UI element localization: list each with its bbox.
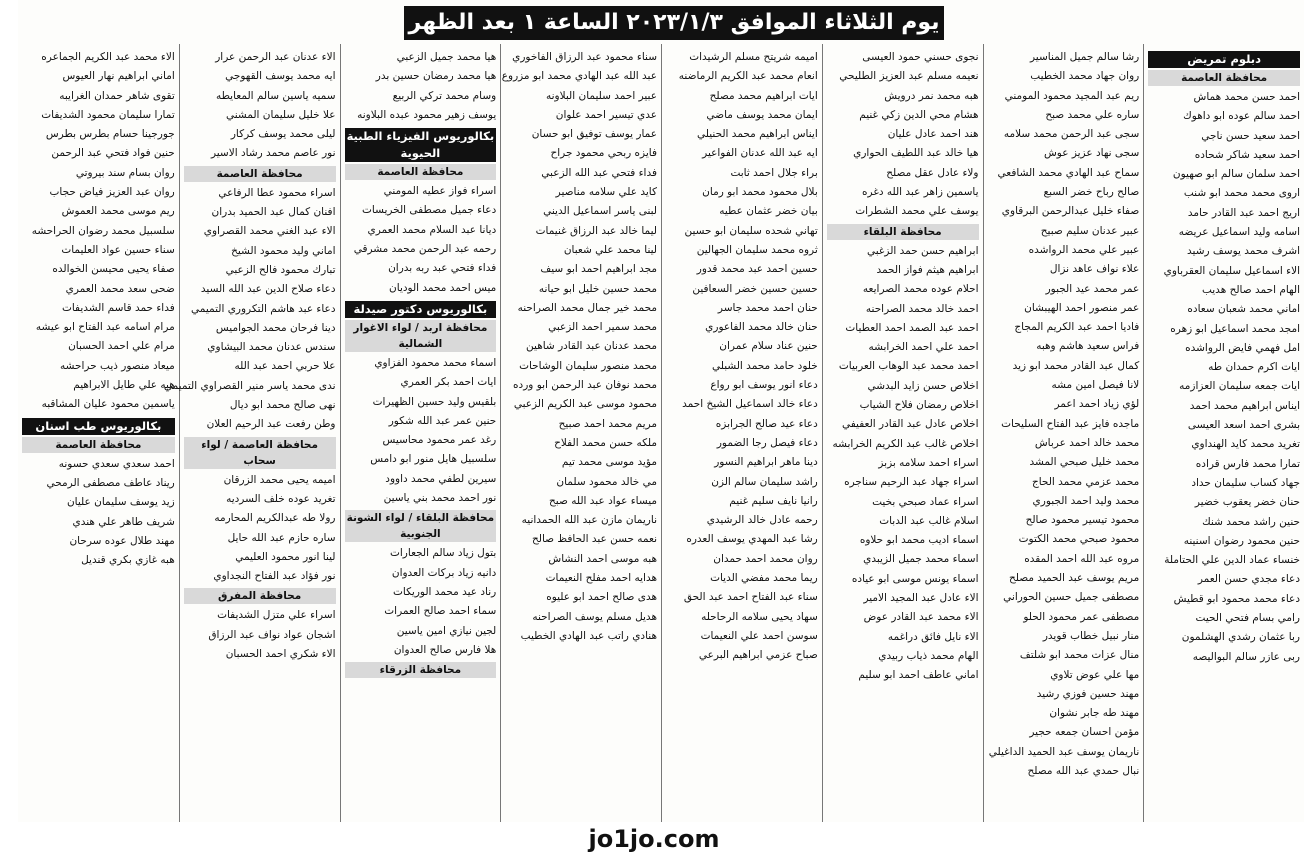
name-entry: اخلاص غالب عبد الكريم الخرابشه — [832, 437, 979, 450]
name-entry: الهام احمد صالح هديب — [1201, 283, 1300, 296]
name-entry: عبد الله عبد الهادي محمد ابو مزروع — [501, 70, 657, 83]
name-entry: هنادي راتب عبد الهادي الخطيب — [520, 629, 657, 642]
name-entry: اسماء يونس موسى ابو عياده — [851, 572, 979, 585]
region-subheading: محافظة العاصمة — [22, 437, 175, 453]
name-entry: رانيا نايف سليم غنيم — [729, 494, 818, 507]
name-entry: الاء نايل فائق دراغمه — [887, 630, 979, 643]
name-entry: صالح رباح خضر السبع — [1043, 186, 1140, 199]
name-entry: دعاء عبد هاشم التكروري التميمي — [191, 302, 336, 315]
name-entry: فاديا احمد عبد الكريم المجاج — [1014, 321, 1140, 334]
name-entry: سيرين لطفي محمد داوود — [385, 472, 497, 485]
name-entry: منال عزات محمد ابو شلتف — [1019, 649, 1140, 662]
name-entry: لانا فيصل امين مشه — [1051, 379, 1140, 392]
name-entry: احمد سعيد شاكر شحاده — [1194, 148, 1300, 161]
name-entry: اماني عاطف احمد ابو سليم — [858, 669, 979, 682]
name-entry: رحمه عادل خالد الرشيدي — [706, 514, 818, 527]
name-entry: ريم موسى محمد العموش — [61, 205, 175, 218]
name-entry: امجد محمد اسماعيل ابو زهره — [1170, 322, 1300, 335]
name-entry: روان عبد العزيز فياض حجاب — [49, 186, 175, 199]
name-entry: احمد سعيد حسن ناجي — [1201, 129, 1300, 142]
name-entry: سهاد يحيى سلامه الرحاحله — [701, 610, 818, 623]
name-entry: سناء عبد الفتاح احمد عبد الحق — [683, 591, 818, 604]
name-entry: انعام محمد عبد الكريم الرماضنه — [678, 70, 818, 83]
name-entry: ندى محمد ياسر منير القصراوي التميمي — [163, 379, 336, 392]
name-entry: اسراء احمد سلامه بزبز — [878, 456, 979, 469]
name-entry: نعيمه مسلم عبد العزيز الطليحي — [839, 70, 979, 83]
name-entry: سلسبيل هايل منور ابو دامس — [370, 453, 497, 466]
name-entry: احمد عبد الصمد احمد العطيات — [845, 321, 979, 334]
name-entry: حنان احمد محمد جاسر — [717, 301, 818, 314]
name-entry: هدايه احمد مفلح النعيمات — [545, 572, 657, 585]
name-entry: علا حربي احمد عبد الله — [234, 360, 336, 373]
name-entry: بلال محمود محمد ابو رمان — [702, 186, 818, 199]
region-subheading: محافظة العاصمة — [345, 164, 497, 180]
name-entry: رحمه عبد الرحمن محمد مشرقي — [353, 243, 497, 256]
name-entry: هدى صالح احمد ابو عليوه — [546, 591, 657, 604]
region-subheading: محافظة العاصمة / لواء سحاب — [184, 437, 336, 469]
names-column-4 — [661, 44, 822, 822]
name-entry: حنين راشد محمد شنك — [1202, 515, 1300, 528]
name-entry: ايه عبد الله عدنان الفواعير — [702, 147, 818, 160]
name-entry: الاء عبد الغني محمد القصراوي — [203, 225, 336, 238]
name-entry: مريم يوسف عبد الحميد مصلح — [1008, 572, 1140, 585]
name-entry: ناريمان يوسف عبد الحميد الداغيلي — [988, 745, 1140, 758]
region-subheading: محافظة العاصمة — [184, 166, 336, 182]
name-entry: دعاء انور يوسف ابو رواع — [710, 379, 818, 392]
name-entry: محمد وليد احمد الجبوري — [1032, 494, 1140, 507]
name-entry: سناء محمود عبد الرزاق الفاخوري — [512, 51, 657, 63]
name-entry: ابراهيم هيثم فواز الحمد — [876, 263, 979, 276]
section-heading: بكالوريوس طب اسنان — [22, 418, 175, 435]
name-entry: سماء احمد صالح العمرات — [384, 605, 497, 618]
name-entry: تغريد محمد كايد الهنداوي — [1191, 438, 1300, 451]
name-entry: هشام محي الدين زكي غنيم — [859, 108, 979, 121]
region-subheading: محافظة الزرقاء — [345, 662, 497, 678]
name-entry: محمد عدنان عبد القادر شاهين — [526, 340, 657, 353]
name-entry: ايات اكرم حمدان طه — [1208, 361, 1300, 374]
names-column-2 — [983, 44, 1144, 822]
name-entry: دعاء جميل مصطفى الخريسات — [362, 204, 497, 217]
name-entry: حنين فواد فتحي عبد الرحمن — [51, 147, 175, 160]
name-entry: عمار يوسف توفيق ابو حسان — [531, 128, 657, 141]
name-entry: حنين عمر عبد الله شكور — [388, 414, 497, 427]
name-entry: دعاء فيصل رجا الضمور — [716, 436, 818, 449]
name-entry: حسين احمد عبد محمد قدور — [696, 263, 818, 276]
region-subheading: محافظة المفرق — [184, 588, 336, 604]
name-entry: اخلاص حسن زايد البدشي — [867, 379, 979, 392]
name-entry: خنساء عماد الدين علي الحتاملة — [1164, 554, 1300, 567]
region-subheading: محافظة البلقاء / لواء الشونة الجنوبية — [345, 510, 497, 542]
names-column-8 — [18, 44, 179, 822]
name-entry: ريناد عاطف مصطفى الرمحي — [46, 476, 175, 489]
name-entry: فداء فتحي عبد الله الزعبي — [541, 166, 657, 179]
names-column-3 — [822, 44, 983, 822]
name-entry: مها علي عوض تلاوي — [1050, 668, 1140, 681]
name-entry: نور عاصم محمد رشاد الاسير — [210, 147, 336, 160]
name-entry: محمد خير جمال محمد الصراحنه — [517, 301, 657, 314]
name-entry: احمد سالم عوده ابو داهوك — [1183, 110, 1300, 123]
name-entry: محمود تيسير محمود صالح — [1025, 514, 1140, 527]
name-entry: مروه عبد الله احمد المقده — [1024, 552, 1140, 565]
section-heading: بكالوريوس دكتور صيدلة — [345, 301, 497, 318]
region-subheading: محافظة البلقاء — [827, 224, 979, 240]
name-entry: اسراء علي متزل الشديفات — [217, 609, 336, 622]
name-entry: ايات ابراهيم محمد مصلح — [709, 89, 818, 102]
names-column-1 — [1143, 44, 1304, 822]
name-entry: حسين حسين خضر السعافين — [692, 282, 818, 295]
name-entry: محمود صبحي محمد الكتوت — [1018, 533, 1140, 546]
name-entry: الاء محمد عبد الكريم الجماعره — [41, 51, 175, 63]
name-entry: مهند طلال عوده سرحان — [69, 534, 175, 547]
names-column-6 — [340, 44, 501, 822]
name-entry: هلا فارس صالح العدوان — [393, 643, 497, 656]
name-entry: ضحى سعد محمد العمري — [65, 282, 175, 295]
name-entry: لينا محمد علي شعبان — [563, 243, 657, 256]
name-entry: رناد عيد محمد الوريكات — [393, 585, 497, 598]
name-entry: محمود موسى عبد الكريم الزعبي — [513, 398, 657, 411]
name-entry: وسام محمد تركي الربيع — [392, 89, 497, 102]
name-entry: محمد نوفان عبد الرحمن ابو ورده — [513, 379, 657, 392]
name-entry: محمد حسين خليل ابو حيانه — [538, 282, 657, 295]
name-entry: اشجان عواد نواف عبد الرزاق — [208, 628, 336, 641]
name-entry: اميمه شريتح مسلم الرشيدات — [689, 51, 818, 63]
newspaper-page — [18, 0, 1304, 822]
name-entry: روان محمد احمد حمدان — [713, 552, 818, 565]
name-entry: اسماء محمد جميل الزيبدي — [863, 553, 979, 566]
name-entry: محمد سمير احمد الزعبي — [548, 321, 657, 334]
name-entry: ايات احمد بكر العمري — [400, 376, 497, 389]
names-column-7 — [163, 44, 340, 822]
name-entry: علاء نواف عاهد نزال — [1049, 263, 1140, 276]
name-entry: حنين محمود رضوان اسنينه — [1183, 534, 1300, 547]
name-entry: روان بسام سند بيروتي — [75, 166, 175, 179]
name-entry: مؤمن احسان جمعه حجير — [1029, 726, 1140, 739]
name-entry: هيا محمد رمضان حسين بدر — [375, 70, 497, 83]
name-entry: فداء حمد قاسم الشديفات — [61, 301, 175, 314]
name-entry: ايناس ابراهيم محمد الحنيلي — [697, 128, 818, 141]
name-entry: دينا فرحان محمد الجواميس — [215, 321, 336, 334]
name-entry: افنان كمال عبد الحميد بدران — [211, 206, 336, 219]
name-entry: عدي تيسير احمد علوان — [555, 108, 657, 121]
name-entry: دعاء مجدي حسن العمر — [1197, 573, 1300, 586]
name-entry: ربى عازر سالم البواليصه — [1192, 650, 1300, 663]
name-entry: لجين نيازي امين ياسين — [396, 624, 497, 637]
name-entry: اسلام غالب عبد الدبات — [879, 514, 979, 527]
name-entry: دعاء عيد صالح الجرابزه — [715, 417, 818, 430]
name-entry: ميس احمد محمد الوديان — [389, 281, 497, 294]
name-entry: كمال عبد القادر محمد ابو زيد — [1012, 359, 1140, 372]
name-entry: علا خليل سليمان المشني — [225, 108, 336, 121]
name-entry: ماجده فايز عبد الفتاح السليحات — [1001, 417, 1140, 430]
name-entry: ابراهيم حسن حمد الزغبي — [866, 244, 979, 257]
name-entry: الاء عدنان عبد الرحمن عرار — [215, 51, 336, 63]
name-entry: مي خالد محمود سلمان — [556, 475, 657, 488]
name-entry: الاء محمد عبد القادر عوض — [863, 611, 979, 624]
name-entry: عبير احمد سليمان البلاونه — [546, 89, 657, 102]
name-entry: اسراء جهاد عبد الرحيم سناجره — [844, 476, 979, 489]
name-entry: صفاء يحيى محيسن الخوالده — [52, 263, 175, 276]
name-entry: اماني ابراهيم نهار العيوس — [62, 70, 175, 83]
name-entry: اماني وليد محمود الشيخ — [231, 244, 336, 257]
name-entry: اسامه وليد اسماعيل عريضه — [1178, 226, 1300, 239]
name-entry: تمارا سليمان محمود الشديفات — [41, 108, 175, 121]
name-entry: امل فهمي فايض الرواشده — [1185, 341, 1300, 354]
name-entry: تقوى شاهر حمدان الغرايبه — [59, 89, 175, 102]
name-entry: عبير عدنان سليم صبيح — [1040, 224, 1140, 237]
name-entry: سندس عدنان محمد البيشاوي — [207, 341, 336, 354]
name-entry: رشا سالم جميل المناسير — [1029, 51, 1140, 63]
name-entry: الاء اسماعيل سليمان العقرباوي — [1163, 264, 1300, 277]
name-entry: هديل مسلم يوسف الصراحنه — [532, 610, 657, 623]
section-heading: بكالوريوس الفيزياء الطبية الحيوية — [345, 128, 497, 162]
name-entry: مريم محمد احمد صبيح — [558, 417, 657, 430]
name-entry: ديانا عبد السلام محمد العمري — [367, 223, 497, 236]
name-entry: دانيه زياد بركات العدوان — [391, 566, 497, 579]
name-entry: محمد خليل صبحي المشد — [1029, 456, 1140, 469]
name-entry: صفاء خليل عبدالرحمن البرقاوي — [1001, 205, 1140, 218]
name-entry: ساره علي محمد صبح — [1045, 108, 1140, 121]
name-entry: محمد خالد احمد عرباش — [1034, 436, 1140, 449]
name-entry: هبه غازي بكري قنديل — [81, 554, 175, 567]
name-entry: براء جلال احمد ثابت — [730, 166, 818, 179]
name-entry: احلام عوده محمد الصرايعه — [862, 283, 979, 296]
name-entry: راشد سليمان سالم الزن — [711, 475, 818, 488]
region-subheading: محافظة العاصمة — [1148, 70, 1300, 86]
name-entry: اميمه يحيى محمد الزرقان — [223, 473, 336, 486]
name-entry: ليما خالد عبد الرزاق غنيمات — [535, 224, 657, 237]
name-entry: ليلى محمد يوسف كركار — [230, 128, 336, 141]
name-entry: ربا عثمان رشدي الهشلمون — [1181, 631, 1300, 644]
name-entry: عمر منصور احمد الهيبشان — [1024, 301, 1140, 314]
name-entry: عبير علي محمد الرواشده — [1028, 243, 1140, 256]
name-entry: سوسن احمد علي النعيمات — [700, 629, 818, 642]
name-entry: اماني محمد شعبان سعاده — [1187, 303, 1300, 316]
name-entry: ميساء عواد عبد الله صبح — [549, 494, 657, 507]
name-entry: محمد عزمي محمد الحاج — [1031, 475, 1140, 488]
name-entry: مهند طه جابر نشوان — [1049, 707, 1140, 720]
name-entry: شريف طاهر علي هندي — [72, 515, 175, 528]
name-entry: نعمه حسن عبد الحافظ صالح — [531, 533, 657, 546]
name-entry: ايه محمد يوسف القهوجي — [225, 70, 336, 83]
name-entry: جهاد كساب سليمان حداد — [1191, 476, 1300, 489]
name-entry: ايناس ابراهيم محمد احمد — [1189, 399, 1300, 412]
name-entry: روان جهاد محمد الخطيب — [1030, 70, 1140, 83]
date-banner: يوم الثلاثاء الموافق ٢٠٢٣/١/٣ الساعة ١ بعد الظهر — [404, 6, 944, 40]
name-entry: هيا خالد عبد اللطيف الحواري — [853, 147, 979, 160]
name-entry: ريما محمد مفضي الديات — [710, 572, 818, 585]
name-entry: مصطفى عمر محمود الحلو — [1023, 610, 1140, 623]
name-entry: نبال حمدي عبد الله مصلح — [1027, 764, 1140, 777]
name-entry: ياسمين زاهر عبد الله دغره — [862, 186, 979, 199]
name-entry: ملكه حسن محمد الفلاح — [554, 436, 657, 449]
name-entry: حنين عناد سلام عمران — [719, 340, 818, 353]
name-entry: دينا ماهر ابراهيم النسور — [714, 456, 818, 469]
name-entry: خلود حامد محمد الشبلي — [711, 359, 818, 372]
name-entry: اسراء محمود عطا الرفاعي — [218, 186, 336, 199]
name-entry: هيا محمد جميل الزعبي — [396, 51, 497, 63]
name-entry: رغد عمر محمود محاسيس — [382, 434, 497, 447]
name-entry: دعاء صلاح الدين عبد الله السيد — [200, 283, 336, 296]
name-entry: مؤيد موسى محمد تيم — [561, 456, 657, 469]
name-entry: مهند حسين فوزي رشيد — [1036, 687, 1140, 700]
name-entry: مرام اسامه عبد الفتاح ابو عيشه — [35, 321, 175, 334]
name-entry: ايمان محمد يوسف ماضي — [706, 108, 818, 121]
name-entry: فايزه ربحي محمود جراح — [550, 147, 657, 160]
name-entry: تهاني شحده سليمان ابو حسين — [684, 224, 818, 237]
names-column-5 — [500, 44, 661, 822]
name-entry: هبه موسى احمد النشاش — [548, 552, 657, 565]
name-entry: بتول زياد سالم الجعارات — [390, 547, 497, 560]
name-entry: الهام محمد ذياب ربيدي — [878, 649, 979, 662]
name-entry: ساره حازم عبد الله حايل — [227, 531, 336, 544]
region-subheading: محافظة اربد / لواء الاغوار الشمالية — [345, 320, 497, 352]
name-entry: ياسمين محمود عليان المشاقبه — [41, 398, 175, 411]
name-entry: احمد سلمان سالم ابو صهيون — [1172, 168, 1300, 181]
name-entry: اسماء محمد محمود الفزاوي — [374, 356, 497, 369]
name-entry: عمر محمد عيد الجبور — [1045, 282, 1140, 295]
name-entry: ناريمان مازن عبد الله الحمدانيه — [521, 514, 657, 527]
name-entry: هبه محمد نمر درويش — [884, 89, 979, 102]
name-entry: نور احمد محمد بني ياسين — [383, 492, 497, 505]
names-columns — [18, 44, 1304, 822]
name-entry: الاء شكري احمد الحسبان — [225, 648, 336, 661]
name-entry: تمارا محمد فارس قراده — [1195, 457, 1300, 470]
name-entry: تغريد عوده خلف السرديه — [226, 492, 336, 505]
name-entry: دعاء خالد اسماعيل الشيخ احمد — [682, 398, 818, 411]
name-entry: اخلاص رمضان فلاح الشياب — [859, 399, 979, 412]
name-entry: يوسف علي محمد الشطرات — [855, 205, 979, 218]
name-entry: اسماء اديب محمد ابو حلاوه — [859, 534, 979, 547]
section-heading: دبلوم تمريض — [1148, 51, 1300, 68]
name-entry: مجد ابراهيم احمد ابو سيف — [540, 263, 657, 276]
name-entry: كايد علي سلامه مناصير — [555, 186, 657, 199]
name-entry: تبارك محمود فالح الزعبي — [225, 263, 336, 276]
name-entry: احمد سعدي سعدي حسونه — [58, 457, 175, 470]
name-entry: رشا عبد المهدي يوسف العدره — [686, 533, 818, 546]
name-entry: اريج احمد عبد القادر حامد — [1187, 206, 1300, 219]
name-entry: ريم عبد المجيد محمود المومني — [1004, 89, 1140, 102]
name-entry: حنان خضر يعقوب خضير — [1194, 496, 1300, 509]
name-entry: وطن رفعت عبد الرحيم العلان — [206, 418, 336, 431]
name-entry: مصطفى جميل حسين الحوراني — [1003, 591, 1140, 604]
name-entry: سماح عبد الهادي محمد الشافعي — [997, 166, 1140, 179]
name-entry: اشرف محمد يوسف رشيد — [1187, 245, 1300, 258]
name-entry: زيد يوسف سليمان عليان — [66, 496, 175, 509]
name-entry: بلقيس وليد حسين الظهيرات — [372, 395, 497, 408]
name-entry: سجى نهاد عزيز عوش — [1043, 147, 1140, 160]
name-entry: اسراء عماد صبحي بخيت — [872, 495, 979, 508]
name-entry: حنان خالد محمد الفاعوري — [705, 321, 818, 334]
name-entry: نهى صالح محمد ابو ديال — [229, 399, 336, 412]
name-entry: احمد خالد محمد الصراحنه — [865, 302, 979, 315]
name-entry: دعاء محمد محمود ابو قطيش — [1173, 592, 1300, 605]
name-entry: احمد حسن محمد هماش — [1193, 91, 1300, 103]
name-entry: رولا طه عبدالكريم المحارمه — [214, 512, 336, 525]
name-entry: الاء عادل عبد المجيد الامير — [863, 592, 979, 605]
name-entry: اخلاص عادل عبد القادر العفيفي — [841, 418, 979, 431]
name-entry: سناء حسين عواد العليمات — [61, 243, 175, 256]
site-watermark: jo1jo.com — [588, 825, 720, 853]
name-entry: نور فؤاد عبد الفتاح النجداوي — [213, 570, 336, 583]
name-entry: اسراء فواز عطيه المومني — [383, 185, 497, 198]
name-entry: محمد منصور سليمان الوشاحات — [519, 359, 657, 372]
name-entry: لؤي زياد احمد اعمر — [1054, 398, 1140, 411]
name-entry: هند احمد عادل عليان — [887, 128, 979, 141]
name-entry: مرام علي احمد الحسبان — [68, 340, 175, 353]
name-entry: لبنى ياسر اسماعيل الديني — [543, 205, 657, 218]
name-entry: هبه علي طايل الابراهيم — [73, 379, 175, 392]
name-entry: ثروه محمد سليمان الجهالين — [696, 243, 818, 256]
name-entry: اروى محمد محمد ابو شنب — [1183, 187, 1300, 200]
name-entry: نجوى حسني حمود العيسى — [862, 51, 979, 63]
name-entry: يوسف زهير محمود عبده البلاونه — [357, 108, 497, 121]
name-entry: بيان خضر عثمان عطيه — [719, 205, 818, 218]
name-entry: سلسبيل محمد رضوان الحراحشه — [31, 224, 175, 237]
name-entry: ايات جمعه سليمان العزازمه — [1179, 380, 1300, 393]
name-entry: سميه ياسين سالم المعايطه — [215, 89, 336, 102]
name-entry: ميعاد منصور ذيب حراحشه — [60, 359, 175, 372]
name-entry: سجى عبد الرحمن محمد سلامه — [1003, 128, 1140, 141]
name-entry: لينا انور محمود العليمي — [235, 550, 336, 563]
name-entry: صباح عزمي ابراهيم البرعي — [698, 649, 818, 662]
name-entry: احمد محمد عبد الوهاب العربيات — [838, 360, 979, 373]
name-entry: فراس سعيد هاشم وهبه — [1036, 340, 1140, 353]
name-entry: احمد علي احمد الخرابشه — [868, 341, 979, 354]
name-entry: رامي بسام فتحي الحيت — [1195, 612, 1300, 625]
name-entry: بشرى احمد اسعد العيسى — [1187, 419, 1300, 432]
name-entry: منار نبيل خطاب قويدر — [1042, 629, 1140, 642]
name-entry: جورجينا حسام بطرس بطرس — [45, 128, 175, 141]
name-entry: فداء فتحي عبد ربه بدران — [388, 262, 497, 275]
name-entry: ولاء عادل عقل مصلح — [886, 166, 979, 179]
